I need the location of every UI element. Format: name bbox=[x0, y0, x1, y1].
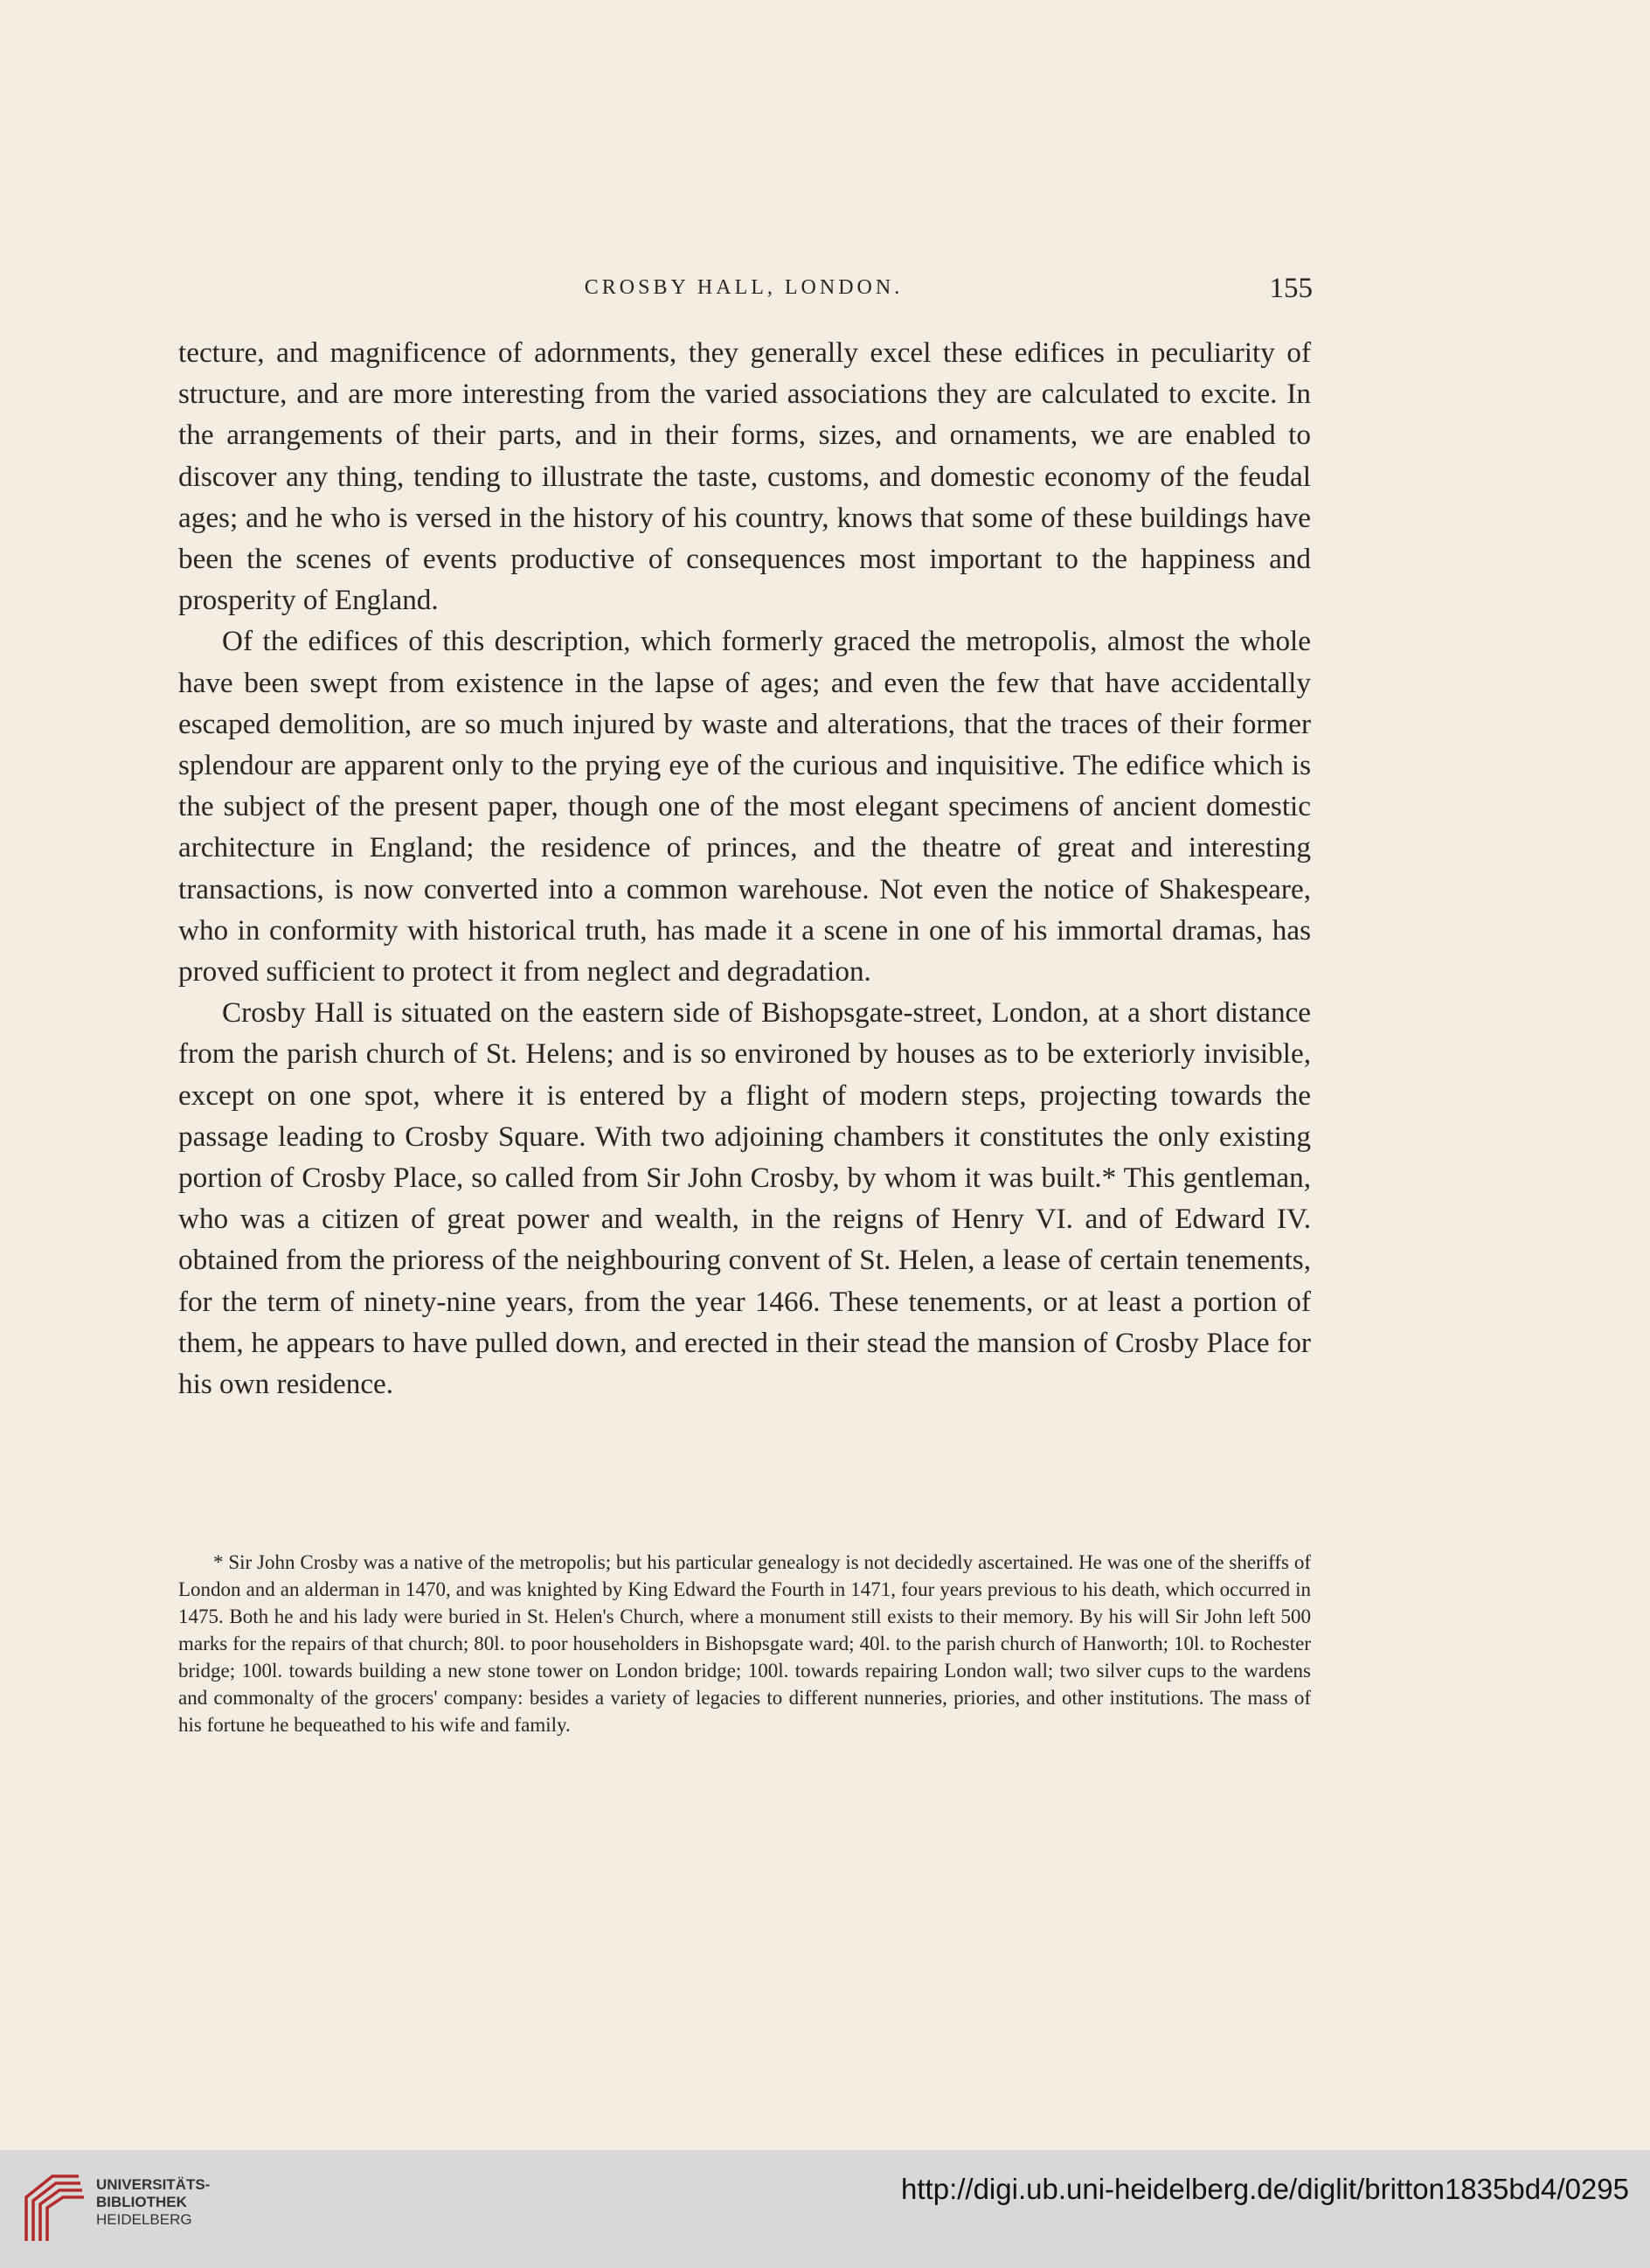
library-name bbox=[96, 2176, 210, 2229]
library-name-line-2: BIBLIOTHEK bbox=[96, 2194, 187, 2210]
running-title: CROSBY HALL, LONDON. bbox=[584, 276, 904, 299]
body-text bbox=[178, 332, 1311, 1404]
paragraph-1: tecture, and magnificence of adornments, they generally excel these edifices in peculiarity of structure, and are more interesting from the varied associations they are calculated to excite. In the arrangements of their parts, and in their forms, sizes, and ornaments, we are enabled to discover any thing, tending to illustrate the taste, customs, and domestic economy of the feudal ages; and he who is versed in the history of his country, knows that some of these buildings have been the scenes of events productive of consequences most important to the happiness and prosperity of England. bbox=[178, 336, 1311, 617]
library-name-line-3: HEIDELBERG bbox=[96, 2211, 192, 2228]
permalink-url[interactable]: http://digi.ub.uni-heidelberg.de/diglit/britton1835bd4/0295 bbox=[901, 2173, 1629, 2205]
library-name-line-1: UNIVERSITÄTS- bbox=[96, 2176, 211, 2193]
library-logo-icon bbox=[17, 2171, 96, 2248]
paragraph-3: Crosby Hall is situated on the eastern side of Bishopsgate-street, London, at a short distance from the parish church of St. Helens; and is so environed by houses as to be exteriorly invisible, except on one spot, where it is entered by a flight of modern steps, projecting towards the passage leading to Crosby Square. With two adjoining chambers it constitutes the only existing portion of Crosby Place, so called from Sir John Crosby, by whom it was built.* This gentleman, who was a citizen of great power and wealth, in the reigns of Henry VI. and of Edward IV. obtained from the prioress of the neighbouring convent of St. Helen, a lease of certain tenements, for the term of ninety-nine years, from the year 1466. These tenements, or at least a portion of them, he appears to have pulled down, and erected in their stead the mansion of Crosby Place for his own residence. bbox=[178, 996, 1311, 1401]
footnote: * Sir John Crosby was a native of the metropolis; but his particular genealogy is not decidedly ascertained. He was one of the sheriffs of London and an alderman in 1470, and was knighted by King Edward the Fourth in 1471, four years previous to his death, which occurred in 1475. Both he and his lady were buried in St. Helen's Church, where a monument still exists to their memory. By his will Sir John left 500 marks for the repairs of that church; 80l. to poor householders in Bishopsgate ward; 40l. to the parish church of Hanworth; 10l. to Rochester bridge; 100l. towards building a new stone tower on London bridge; 100l. towards repairing London wall; two silver cups to the wardens and commonalty of the grocers' company: besides a variety of legacies to different nunneries, priories, and other institutions. The mass of his fortune he bequeathed to his wife and family. bbox=[178, 1551, 1311, 1736]
footer-bar bbox=[0, 2150, 1650, 2268]
paragraph-2: Of the edifices of this description, which formerly graced the metropolis, almost the whole have been swept from existence in the lapse of ages; and even the few that have accidentally escaped demolition, are so much injured by waste and alterations, that the traces of their former splendour are apparent only to the prying eye of the curious and inquisitive. The edifice which is the subject of the present paper, though one of the most elegant specimens of ancient domestic architecture in England; the residence of princes, and the theatre of great and interesting transactions, is now converted into a common warehouse. Not even the notice of Shakespeare, who in conformity with historical truth, has made it a scene in one of his immortal dramas, has proved sufficient to protect it from neglect and degradation. bbox=[178, 625, 1311, 988]
running-head bbox=[175, 273, 1313, 308]
page-number: 155 bbox=[1269, 273, 1313, 304]
